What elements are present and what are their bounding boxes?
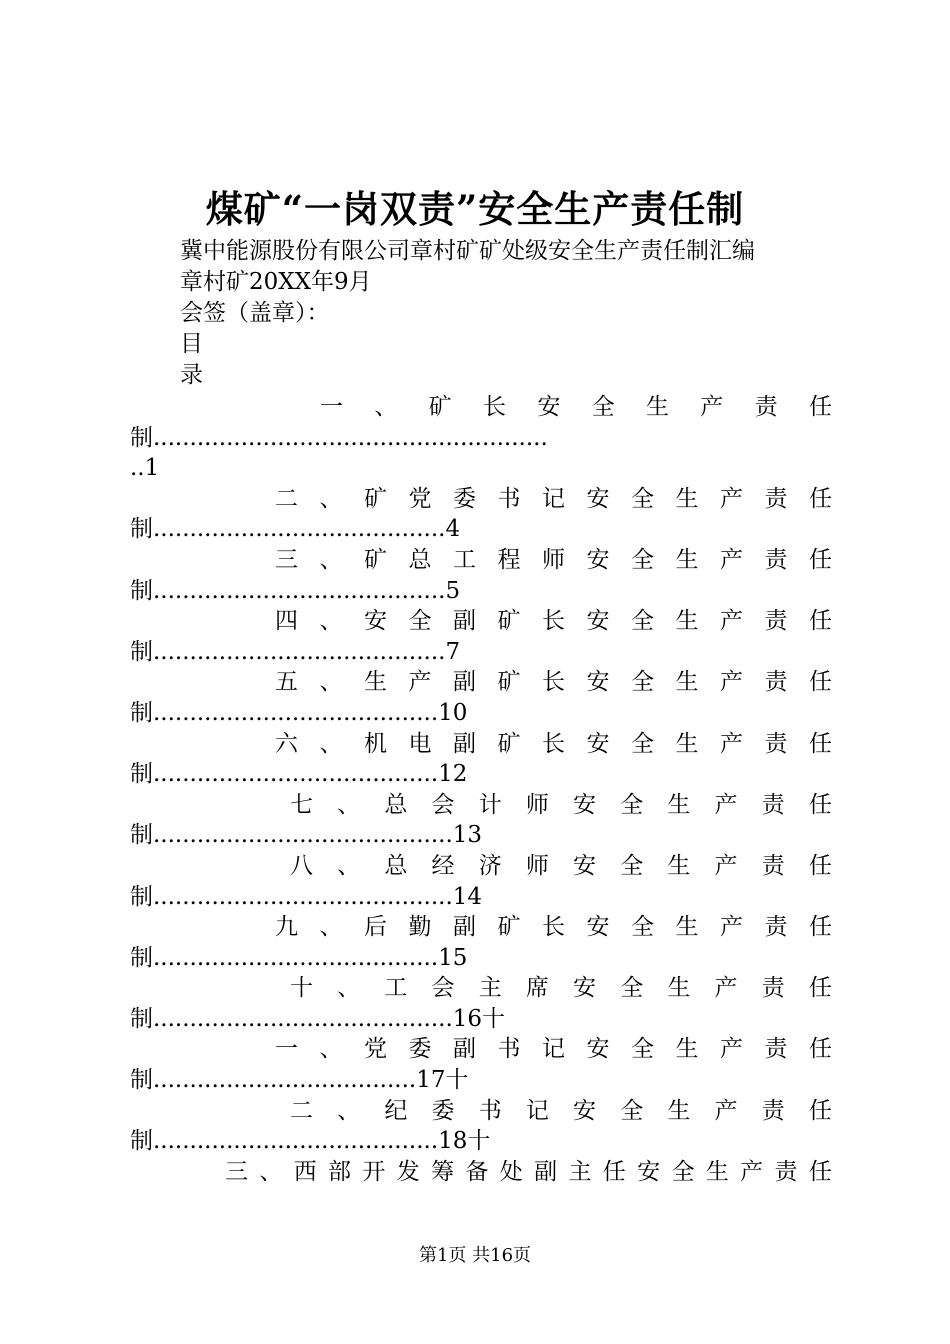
toc-entry-title: 二 、 矿 党 委 书 记 安 全 生 产 责 任 [275,485,832,512]
toc-entry [130,851,832,912]
toc-entry-title: 七 、 总 会 计 师 安 全 生 产 责 任 [290,791,832,818]
toc-entry-title: 一 、 矿 长 安 全 生 产 责 任 [320,394,832,420]
date-line: 章村矿20XX年9月 [180,269,372,295]
toc-entry [130,1096,832,1157]
toc-entry-leader: 制.........................................16十 [130,1005,506,1032]
toc-entry-title: 一 、 党 委 副 书 记 安 全 生 产 责 任 [275,1036,832,1063]
toc-entry-leader: 制........................................7 [130,638,461,665]
toc-entry-leader: 制.......................................18十 [130,1128,491,1155]
toc-heading-lu: 录 [180,362,203,388]
toc-entry-leader: 制........................................4 [130,516,461,543]
toc-entry [130,484,832,545]
toc-entry-page: ..1 [130,455,160,482]
toc-entry-leader: 制.......................................12 [130,761,468,788]
document-title: 煤矿“一岗双责”安全生产责任制 [205,187,745,231]
toc-entry-leader: 制.......................................10 [130,699,468,726]
toc-entry [130,545,832,606]
toc-entry [130,392,832,484]
toc-entry [130,912,832,973]
toc-entry-title: 八 、 总 经 济 师 安 全 生 产 责 任 [290,852,832,879]
toc-entry-title: 二 、 纪 委 书 记 安 全 生 产 责 任 [290,1097,832,1124]
toc-entry-title: 三 、 矿 总 工 程 师 安 全 生 产 责 任 [275,546,832,573]
toc-entry-leader: 制.........................................14 [130,883,483,910]
toc-entry [130,1157,832,1188]
toc-entry-leader: 制...................................................... [130,424,548,451]
toc-entry [130,790,832,851]
toc-entry [130,1034,832,1095]
toc-entry-title: 三 、 西 部 开 发 筹 备 处 副 主 任 安 全 生 产 责 任 [225,1158,832,1185]
subtitle-line: 冀中能源股份有限公司章村矿矿处级安全生产责任制汇编 [180,238,755,264]
toc-entry [130,729,832,790]
toc-entry-title: 九 、 后 勤 副 矿 长 安 全 生 产 责 任 [275,914,832,941]
toc-entry [130,606,832,667]
toc-entry-leader: 制....................................17十 [130,1067,469,1094]
toc-entry-title: 十 、 工 会 主 席 安 全 生 产 责 任 [290,975,832,1002]
toc-heading-mu: 目 [180,331,203,357]
toc-entry-leader: 制........................................5 [130,577,461,604]
page-footer: 第1页 共16页 [418,1245,532,1266]
toc-entry [130,667,832,728]
toc-entry [130,973,832,1034]
table-of-contents [130,392,832,1187]
toc-entry-title: 六 、 机 电 副 矿 长 安 全 生 产 责 任 [275,730,832,757]
toc-entry-title: 五 、 生 产 副 矿 长 安 全 生 产 责 任 [275,669,832,696]
sign-line: 会签（盖章）： [180,300,330,326]
toc-entry-leader: 制.......................................15 [130,944,468,971]
toc-entry-leader: 制.........................................13 [130,822,483,849]
toc-entry-title: 四 、 安 全 副 矿 长 安 全 生 产 责 任 [275,608,832,635]
